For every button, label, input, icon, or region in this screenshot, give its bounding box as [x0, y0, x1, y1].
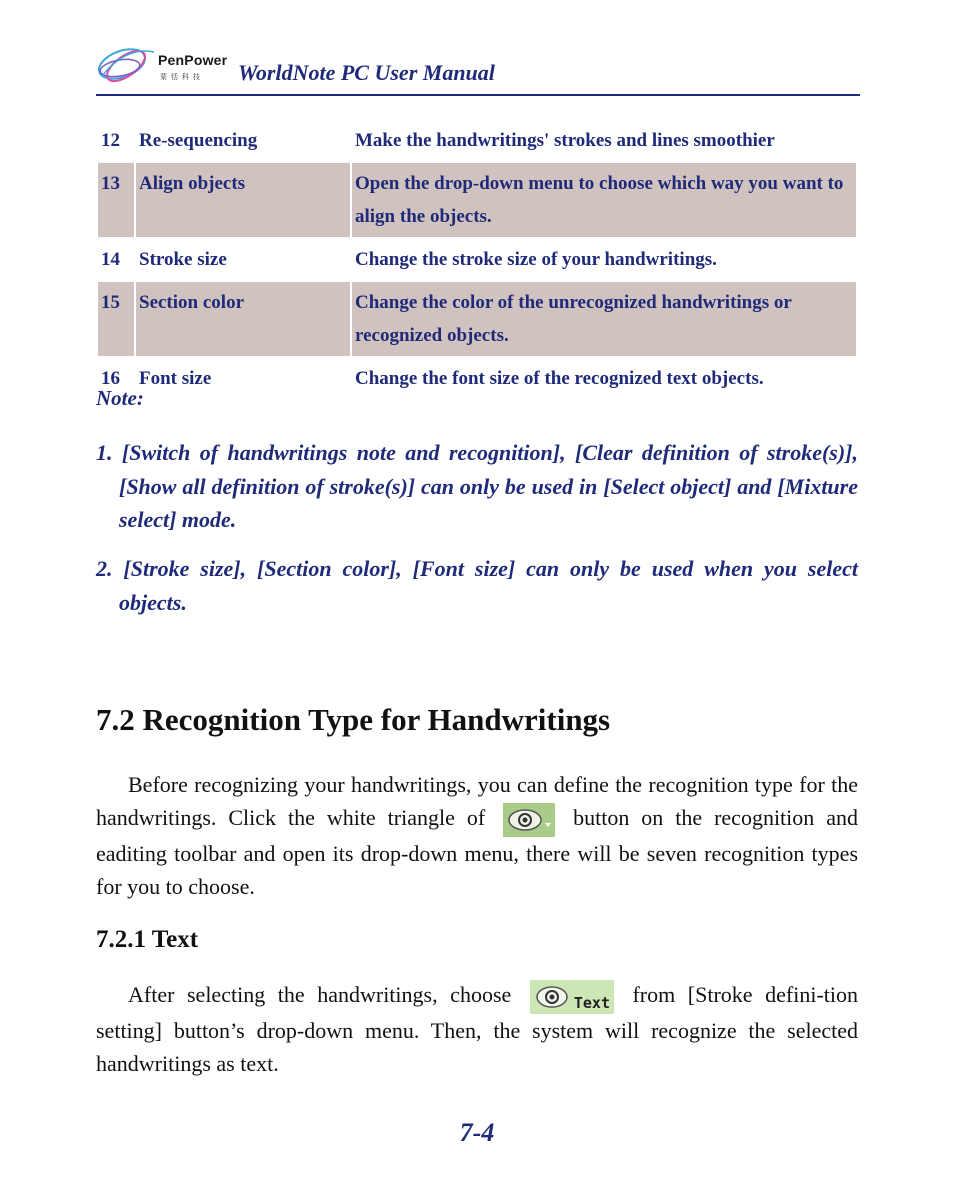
- page-number: 7-4: [459, 1118, 495, 1147]
- row-description: Change the color of the unrecognized handwritings or recognized objects.: [352, 282, 856, 356]
- row-description: Change the font size of the recognized text objects.: [355, 368, 764, 389]
- at-sign-eye-icon: [503, 803, 555, 837]
- subsection-title: 7.2.1 Text: [96, 926, 199, 953]
- note-item-1: 1. [Switch of handwritings note and recognition], [Clear definition of stroke(s)], [Show all definition of stroke(s)] can only be used in [Select object] and [Mixture select] mode.: [96, 440, 858, 532]
- page-header: [96, 42, 860, 96]
- brand-subtitle: 蒙恬科技: [160, 73, 204, 81]
- function-table: [96, 118, 858, 401]
- penpower-logo-icon: [96, 42, 158, 86]
- table-row: [98, 120, 856, 161]
- paragraph-text-a: After selecting the handwritings, choose: [128, 982, 512, 1007]
- paragraph-text-b: from [Stroke defini-tion setting] button’s drop-down menu. Then, the system will recognize the selected handwritings as text.: [96, 982, 858, 1076]
- recognition-type-button[interactable]: [503, 803, 555, 837]
- paragraph-text-b: button on the recognition and eaditing toolbar and open its drop-down menu, there will be seven recognition types for you to choose.: [96, 805, 859, 899]
- section-paragraph: [96, 768, 858, 903]
- paragraph-text-a: Before recognizing your handwritings, you can define the recognition type for the handwritings. Click the white triangle of: [96, 772, 858, 830]
- row-number: 15: [98, 282, 134, 356]
- table-row: [98, 282, 856, 356]
- table-row: [98, 163, 856, 237]
- row-description: Change the stroke size of your handwritings.: [355, 249, 717, 270]
- manual-title: WorldNote PC User Manual: [238, 60, 495, 85]
- row-number: 16: [101, 368, 120, 389]
- row-name: Re-sequencing: [139, 130, 258, 151]
- text-recognition-option[interactable]: [530, 980, 614, 1014]
- row-number: 12: [101, 130, 120, 151]
- note-item-2: 2. [Stroke size], [Section color], [Font size] can only be used when you select objects.: [96, 556, 858, 615]
- subsection-paragraph: [96, 978, 858, 1080]
- row-number: 13: [98, 163, 134, 237]
- section-title: 7.2 Recognition Type for Handwritings: [96, 702, 611, 737]
- table-row: [98, 358, 856, 399]
- row-name: Section color: [136, 282, 350, 356]
- row-description: Open the drop-down menu to choose which way you want to align the objects.: [352, 163, 856, 237]
- row-name: Font size: [139, 368, 212, 389]
- row-name: Align objects: [136, 163, 350, 237]
- note-heading: Note:: [96, 386, 144, 410]
- text-option-label: Text: [573, 993, 610, 1012]
- row-name: Stroke size: [139, 249, 227, 270]
- brand-name: PenPower: [158, 52, 228, 68]
- table-row: [98, 239, 856, 280]
- row-description: Make the handwritings' strokes and lines smoothier: [355, 130, 775, 151]
- at-sign-eye-text-icon: [530, 980, 570, 1014]
- row-number: 14: [101, 249, 120, 270]
